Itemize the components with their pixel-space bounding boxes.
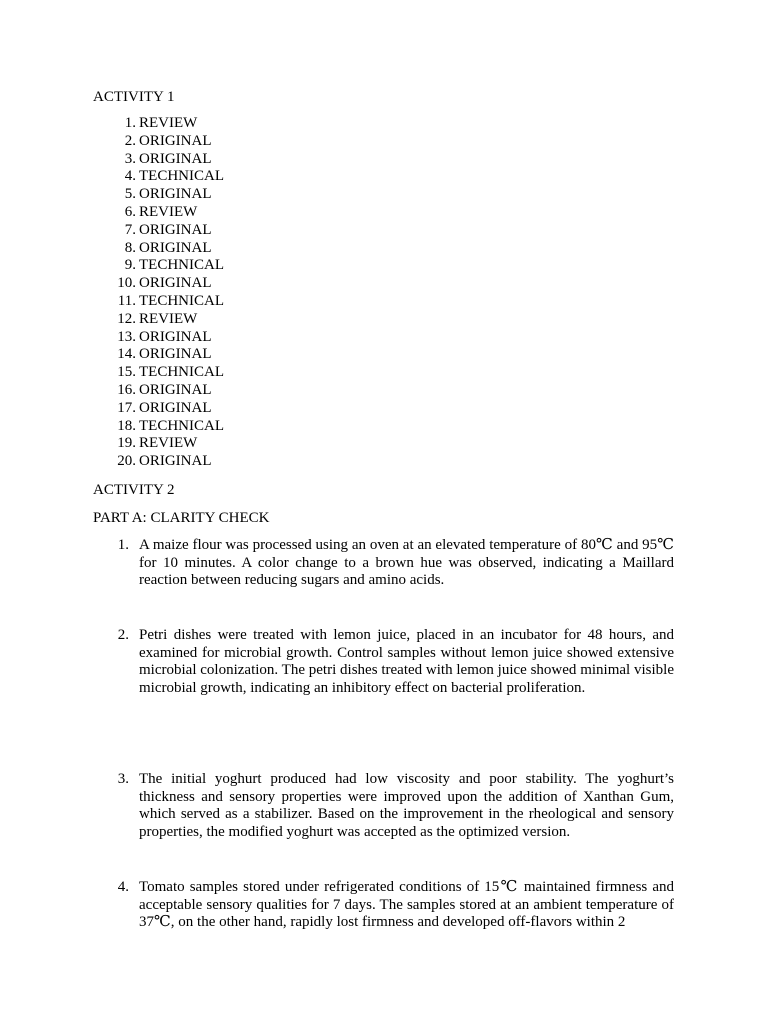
item-value: ORIGINAL	[139, 328, 212, 345]
clarity-check-item-1	[93, 537, 674, 590]
item-number: 6.	[124, 203, 136, 220]
item-text: Tomato samples stored under refrigerated conditions of 15℃ maintained firmness and acceptable sensory qualities for 7 days. The samples stored at an ambient temperature of 37℃, on the other hand, rapidly lost firmness and developed off-flavors within 2	[139, 879, 674, 931]
item-number: 11.	[117, 292, 136, 309]
item-number: 15.	[117, 364, 136, 381]
item-number: 13.	[117, 328, 136, 345]
activity-1-heading: ACTIVITY 1	[93, 89, 175, 105]
item-text: The initial yoghurt produced had low viscosity and poor stability. The yoghurt’s thickness and sensory properties were improved upon the addition of Xanthan Gum, which served as a stabilizer. Based on the improvement in the rheological and sensory properties, the modified yoghurt was accepted as the optimized version.	[139, 771, 674, 840]
item-text: Petri dishes were treated with lemon juice, placed in an incubator for 48 hours, and examined for microbial growth. Control samples without lemon juice showed extensive microbial colonization. The petri dishes treated with lemon juice showed minimal visible microbial growth, indicating an inhibitory effect on bacterial proliferation.	[139, 627, 674, 696]
item-number: 20.	[117, 453, 136, 470]
item-number: 4.	[124, 168, 136, 185]
item-value: TECHNICAL	[139, 417, 224, 434]
item-number: 9.	[124, 257, 136, 274]
item-value: REVIEW	[139, 203, 198, 220]
item-value: ORIGINAL	[139, 453, 212, 470]
item-number: 7.	[124, 221, 136, 238]
item-number: 17.	[117, 399, 136, 416]
part-a-heading: PART A: CLARITY CHECK	[93, 510, 270, 526]
item-value: TECHNICAL	[139, 364, 224, 381]
item-value: REVIEW	[139, 310, 198, 327]
item-value: ORIGINAL	[139, 381, 212, 398]
clarity-check-item-2	[93, 627, 674, 697]
item-number: 2.	[117, 627, 129, 643]
item-number: 16.	[117, 381, 136, 398]
item-number: 8.	[124, 239, 136, 256]
item-number: 19.	[117, 435, 136, 452]
item-number: 3.	[124, 150, 136, 167]
item-number: 18.	[117, 417, 136, 434]
item-number: 2.	[124, 132, 136, 149]
activity-2-heading: ACTIVITY 2	[93, 482, 175, 498]
item-number: 14.	[117, 346, 136, 363]
item-value: ORIGINAL	[139, 186, 212, 203]
item-text: A maize flour was processed using an oven at an elevated temperature of 80℃ and 95℃ for 10 minutes. A color change to a brown hue was observed, indicating a Maillard reaction between reducing sugars and amino acids.	[139, 537, 674, 589]
clarity-check-item-3	[93, 771, 674, 841]
item-number: 5.	[124, 186, 136, 203]
item-value: ORIGINAL	[139, 346, 212, 363]
item-number: 10.	[117, 275, 136, 292]
item-value: TECHNICAL	[139, 168, 224, 185]
item-value: ORIGINAL	[139, 221, 212, 238]
item-number: 1.	[117, 537, 129, 553]
item-number: 12.	[117, 310, 136, 327]
item-value: REVIEW	[139, 115, 198, 131]
item-number: 1.	[124, 115, 136, 131]
clarity-check-item-4	[93, 879, 674, 932]
item-value: ORIGINAL	[139, 150, 212, 167]
item-number: 3.	[117, 771, 129, 787]
item-number: 4.	[117, 879, 129, 895]
item-value: ORIGINAL	[139, 275, 212, 292]
item-value: REVIEW	[139, 435, 198, 452]
item-value: TECHNICAL	[139, 292, 224, 309]
item-value: TECHNICAL	[139, 257, 224, 274]
item-value: ORIGINAL	[139, 399, 212, 416]
item-value: ORIGINAL	[139, 239, 212, 256]
item-value: ORIGINAL	[139, 132, 212, 149]
